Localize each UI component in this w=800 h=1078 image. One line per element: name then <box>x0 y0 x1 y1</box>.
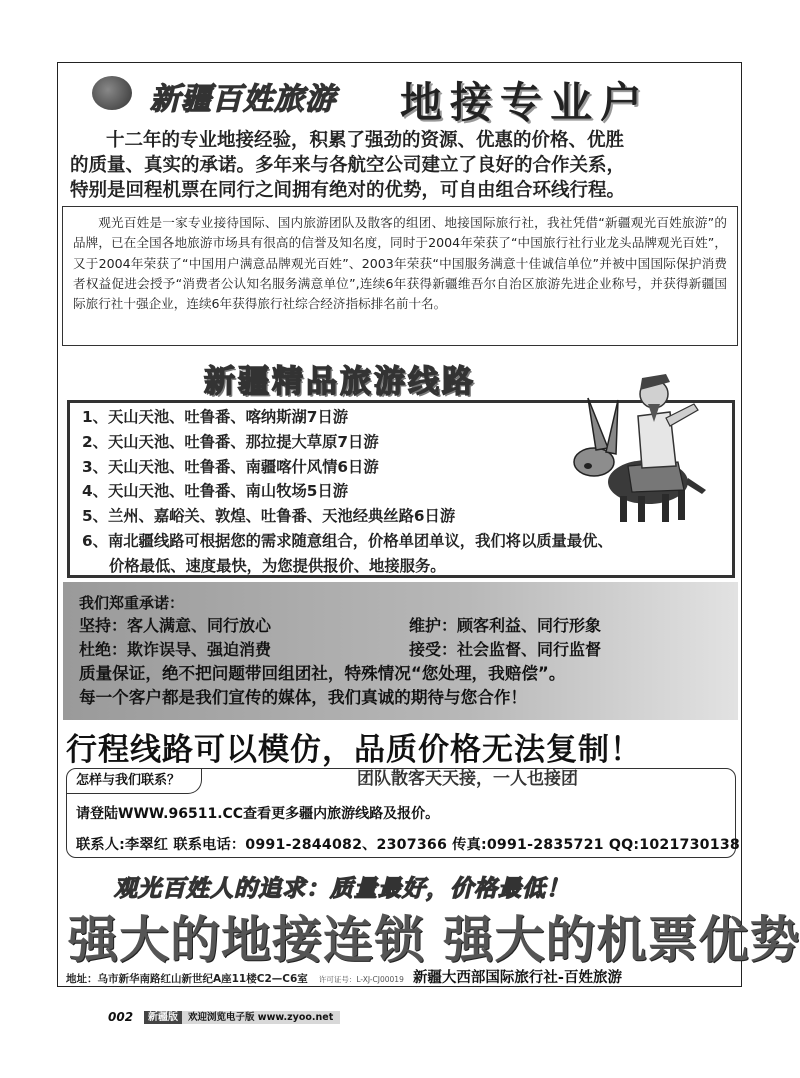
route-item: 6、南北疆线路可根据您的需求随意组合，价格单团单议，我们将以质量最优、 <box>82 531 613 550</box>
promise-item: 杜绝：欺诈误导、强迫消费 <box>79 640 272 659</box>
license-number: 许可证号：L-XJ-CJ00019 <box>318 975 404 984</box>
brand-name: 新疆百姓旅游 <box>150 82 336 117</box>
promise-line: 每一个客户都是我们宣传的媒体，我们真诚的期待与您合作！ <box>79 688 528 707</box>
header-slogan: 地接专业户 <box>400 78 651 127</box>
promise-row <box>79 638 722 662</box>
edition-badge: 新疆版 <box>144 1011 182 1024</box>
about-text: 观光百姓是一家专业接待国际、国内旅游团队及散客的组团、地接国际旅行社，我社凭借“新疆观光百姓旅游”的品牌，已在全国各地旅游市场具有很高的信誉及知名度，同时于2004年荣获了“中国旅行社行业龙头品牌观光百姓”，又于2004年荣获了“中国用户满意品牌观光百姓”、2003年荣获“中国服务满意十佳诚信单位”并被中国国际保护消费者权益促进会授予“消费者公认知名服务满意单位”,连续6年获得新疆维吾尔自治区旅游先进企业称号，并获得新疆国际旅行社十强企业，连续6年获得旅行社综合经济指标排名前十名。 <box>73 215 727 312</box>
route-item: 5、兰州、嘉峪关、敦煌、吐鲁番、天池经典丝路6日游 <box>82 507 456 526</box>
contact-info: 联系人:李翠红 联系电话：0991-2844082、2307366 传真:0991-2835721 QQ:1021730138 <box>76 837 740 853</box>
ebook-link: 欢迎浏览电子版 www.zyoo.net <box>182 1011 340 1024</box>
route-item: 4、天山天池、吐鲁番、南山牧场5日游 <box>82 482 349 501</box>
address-line <box>66 966 738 986</box>
donkey-rider-illustration <box>566 354 716 526</box>
promise-item: 接受：社会监督、同行监督 <box>409 640 602 659</box>
page-footer <box>108 1010 340 1024</box>
company-logo-icon <box>92 76 132 110</box>
promise-item: 维护：顾客利益、同行形象 <box>409 616 602 635</box>
promise-item: 坚持：客人满意、同行放心 <box>79 616 272 635</box>
intro-line: 的质量、真实的承诺。多年来与各航空公司建立了良好的合作关系， <box>70 155 626 176</box>
intro-line: 特别是回程机票在同行之间拥有绝对的优势，可自由组合环线行程。 <box>70 180 626 201</box>
big-slogan: 行程线路可以模仿，品质价格无法复制！ <box>66 732 642 768</box>
address: 地址：乌市新华南路红山新世纪A座11楼C2—C6室 <box>66 973 308 985</box>
company-name: 新疆大西部国际旅行社-百姓旅游 <box>412 970 622 986</box>
pursuit-slogan: 观光百姓人的追求：质量最好，价格最低！ <box>114 876 570 902</box>
intro-line: 十二年的专业地接经验，积累了强劲的资源、优惠的价格、优胜 <box>106 130 625 151</box>
promise-title: 我们郑重承诺： <box>79 594 185 612</box>
promise-panel <box>63 582 738 720</box>
route-item: 2、天山天池、吐鲁番、那拉提大草原7日游 <box>82 432 379 451</box>
intro-paragraph <box>70 128 732 203</box>
contact-tab: 怎样与我们联系？ <box>66 768 202 794</box>
promise-row <box>79 614 722 638</box>
contact-website: 请登陆WWW.96511.CC查看更多疆内旅游线路及报价。 <box>76 806 440 822</box>
route-item: 1、天山天池、吐鲁番、喀纳斯湖7日游 <box>82 408 349 426</box>
page-number: 002 <box>108 1010 134 1024</box>
promise-line: 质量保证，绝不把问题带回组团社，特殊情况“您处理，我赔偿”。 <box>79 664 566 683</box>
route-item: 价格最低、速度最快，为您提供报价、地接服务。 <box>109 556 446 575</box>
about-box <box>62 206 738 346</box>
huge-slogan: 强大的地接连锁 强大的机票优势 <box>68 911 800 969</box>
contact-side-note: 团队散客天天接，一人也接团 <box>357 769 578 789</box>
route-item: 3、天山天池、吐鲁番、南疆喀什风情6日游 <box>82 457 379 476</box>
routes-title-text: 新疆精品旅游线路 <box>204 364 476 400</box>
